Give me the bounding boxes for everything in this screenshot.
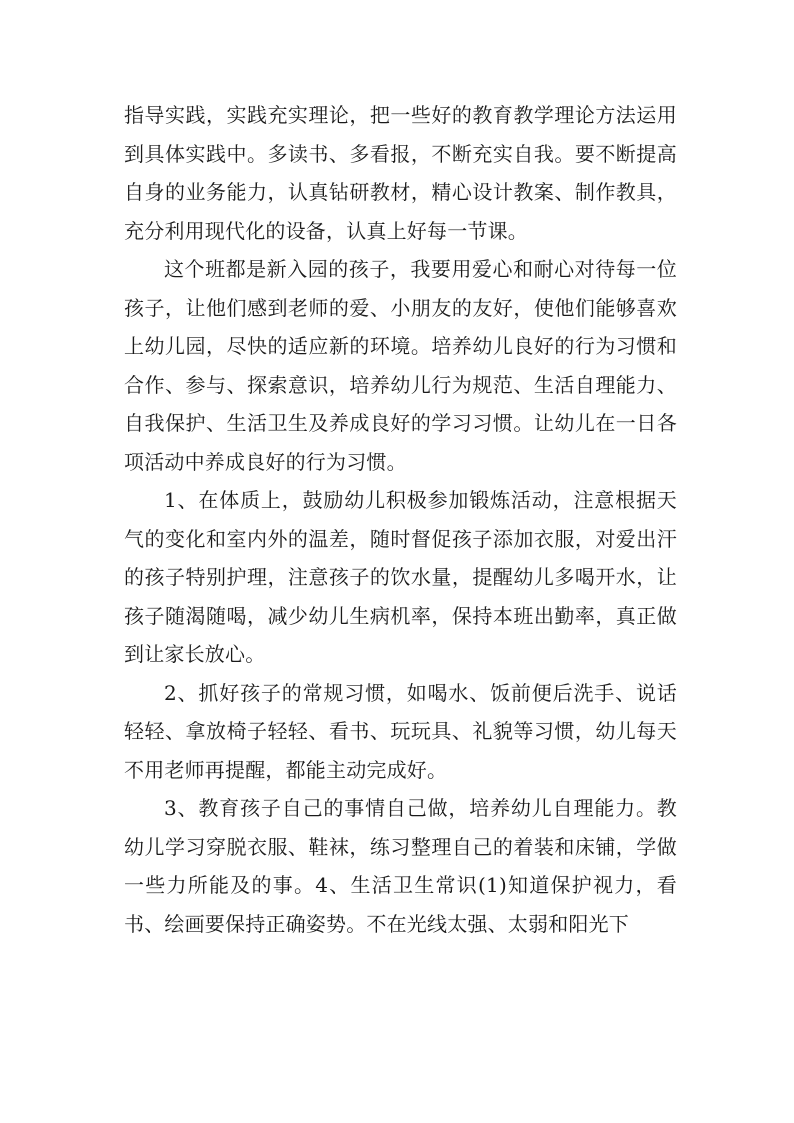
paragraph-self-care: 3、教育孩子自己的事情自己做，培养幼儿自理能力。教幼儿学习穿脱衣服、鞋袜，练习整理自己的着装和床铺，学做一些力所能及的事。4、生活卫生常识(1)知道保护视力，看书、绘画要保持正确姿势。不在光线太强、太弱和阳光下	[124, 796, 677, 936]
paragraph-routine-habits: 2、抓好孩子的常规习惯，如喝水、饭前便后洗手、说话轻轻、拿放椅子轻轻、看书、玩玩具、礼貌等习惯，幼儿每天不用老师再提醒，都能主动完成好。	[124, 680, 677, 782]
paragraph-teaching-practice: 指导实践，实践充实理论，把一些好的教育教学理论方法运用到具体实践中。多读书、多看报，不断充实自我。要不断提高自身的业务能力，认真钻研教材，精心设计教案、制作教具，充分利用现代化的设备，认真上好每一节课。	[124, 103, 677, 243]
document-body	[124, 96, 677, 943]
paragraph-class-goals: 这个班都是新入园的孩子，我要用爱心和耐心对待每一位孩子，让他们感到老师的爱、小朋友的友好，使他们能够喜欢上幼儿园，尽快的适应新的环境。培养幼儿良好的行为习惯和合作、参与、探索意识，培养幼儿行为规范、生活自理能力、自我保护、生活卫生及养成良好的学习习惯。让幼儿在一日各项活动中养成良好的行为习惯。	[124, 257, 677, 474]
paragraph-physical-health: 1、在体质上，鼓励幼儿积极参加锻炼活动，注意根据天气的变化和室内外的温差，随时督促孩子添加衣服，对爱出汗的孩子特别护理，注意孩子的饮水量，提醒幼儿多喝开水，让孩子随渴随喝，减少幼儿生病机率，保持本班出勤率，真正做到让家长放心。	[124, 488, 677, 666]
